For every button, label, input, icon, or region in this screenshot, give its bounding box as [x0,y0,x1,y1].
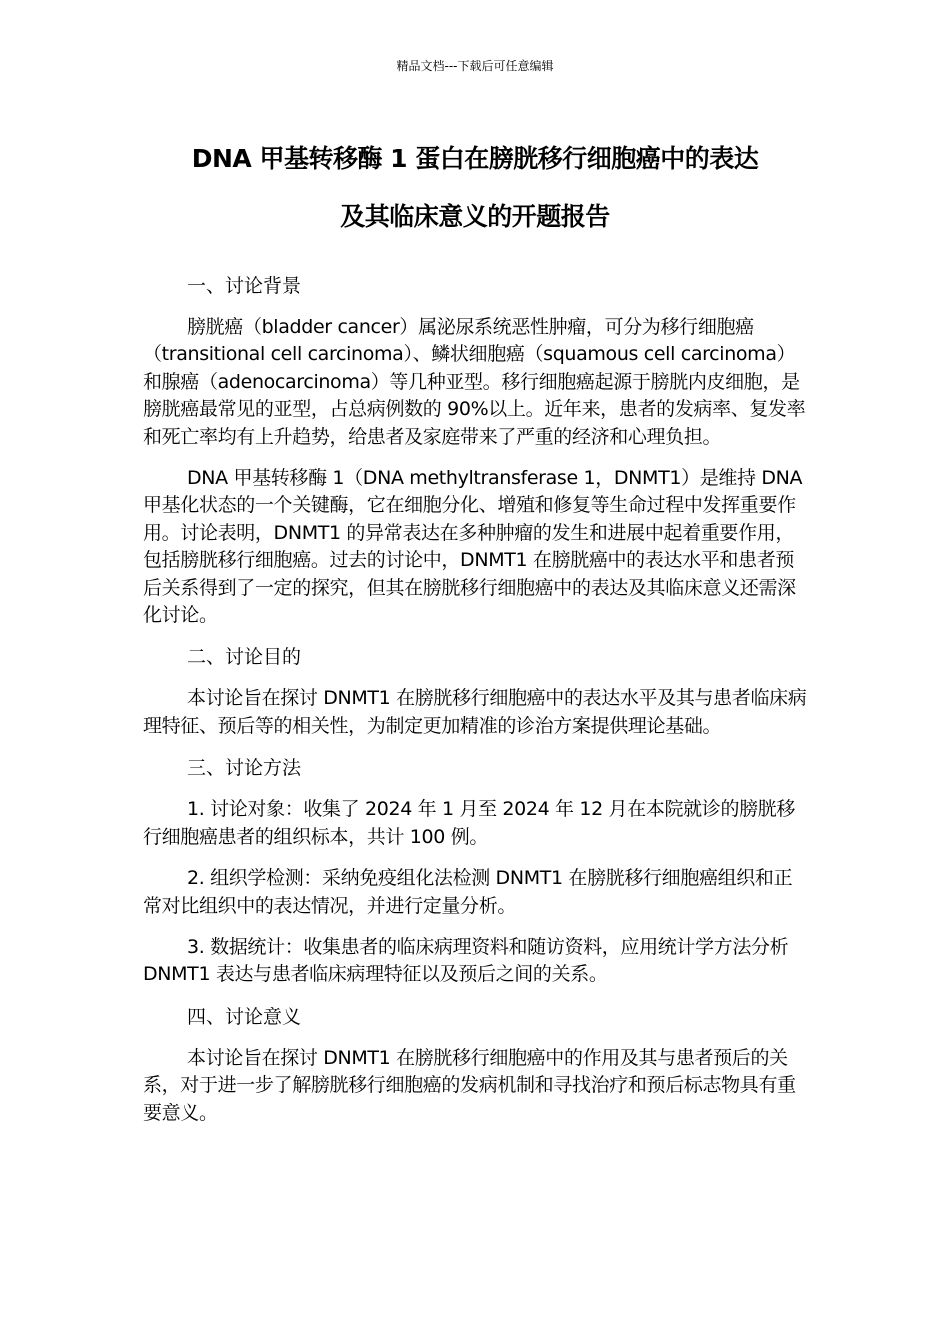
document-body [143,272,807,1141]
paragraph-significance-1: 本讨论旨在探讨 DNMT1 在膀胱移行细胞癌中的作用及其与患者预后的关系，对于进一步了解膀胱移行细胞癌的发病机制和寻找治疗和预后标志物具有重要意义。 [143,1046,796,1124]
document-title-line-2: 及其临床意义的开题报告 [340,202,610,231]
paragraph-purpose-1: 本讨论旨在探讨 DNMT1 在膀胱移行细胞癌中的表达水平及其与患者临床病理特征、预后等的相关性，为制定更加精准的诊治方案提供理论基础。 [143,687,807,737]
header-note: 精品文档---下载后可任意编辑 [396,59,554,73]
document-title-line-1: DNA 甲基转移酶 1 蛋白在膀胱移行细胞癌中的表达 [191,144,759,173]
paragraph-methods-1: 1. 讨论对象：收集了 2024 年 1 月至 2024 年 12 月在本院就诊的膀胱移行细胞癌患者的组织标本，共计 100 例。 [143,798,796,848]
paragraph-background-2: DNA 甲基转移酶 1（DNA methyltransferase 1，DNMT1）是维持 DNA 甲基化状态的一个关键酶，它在细胞分化、增殖和修复等生命过程中发挥重要作用。讨论表明，DNMT1 的异常表达在多种肿瘤的发生和进展中起着重要作用，包括膀胱移行细胞癌。过去的讨论中，DNMT1 在膀胱癌中的表达水平和患者预后关系得到了一定的探究，但其在膀胱移行细胞癌中的表达及其临床意义还需深化讨论。 [143,467,803,627]
paragraph-background-1: 膀胱癌（bladder cancer）属泌尿系统恶性肿瘤，可分为移行细胞癌（transitional cell carcinoma）、鳞状细胞癌（squamous cell carcinoma）和腺癌（adenocarcinoma）等几种亚型。移行细胞癌起源于膀胱内皮细胞，是膀胱癌最常见的亚型，占总病例数的 90%以上。近年来，患者的发病率、复发率和死亡率均有上升趋势，给患者及家庭带来了严重的经济和心理负担。 [143,316,806,448]
document-title [143,130,807,246]
section-heading-methods: 三、讨论方法 [187,757,302,780]
paragraph-methods-2: 2. 组织学检测：采纳免疫组化法检测 DNMT1 在膀胱移行细胞癌组织和正常对比组织中的表达情况，并进行定量分析。 [143,867,793,917]
section-heading-background: 一、讨论背景 [187,275,302,297]
section-heading-significance: 四、讨论意义 [187,1005,302,1028]
paragraph-methods-3: 3. 数据统计：收集患者的临床病理资料和随访资料，应用统计学方法分析 DNMT1 表达与患者临床病理特征以及预后之间的关系。 [143,935,789,986]
section-heading-purpose: 二、讨论目的 [187,646,302,669]
